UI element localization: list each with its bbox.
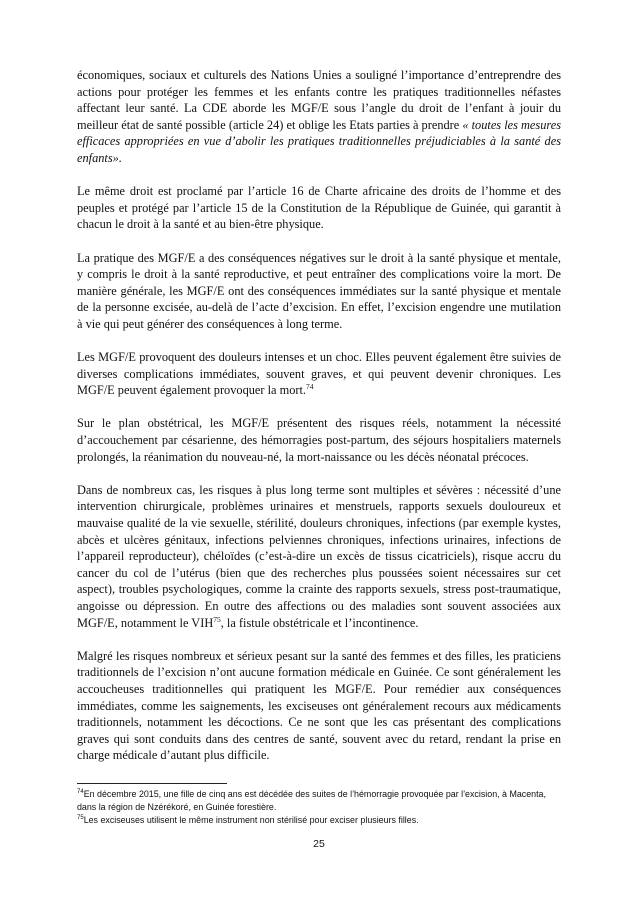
paragraph-1	[77, 67, 561, 167]
paragraph-2: Le même droit est proclamé par l’article 16 de Charte africaine des droits de l’homme et des peuples et protégé par l’article 15 de la Constitution de la République de Guinée, qui garantit à chacun le droit à la santé et au bien-être physique.	[77, 184, 561, 232]
paragraph-4	[77, 349, 561, 399]
quoted-article: « toutes les mesures efficaces appropriées en vue d’abolir les pratiques traditionnelles préjudiciables à la santé des enfants».	[77, 117, 562, 165]
footnote-74	[77, 788, 561, 814]
page-number: 25	[313, 838, 325, 850]
paragraph-1-text: économiques, sociaux et culturels des Nations Unies a souligné l’importance d’entreprendre des actions pour protéger les femmes et les enfants contre les pratiques traditionnelles néfastes affectant leur santé. La CDE aborde les MGF/E sous l’angle du droit de l’enfant à jouir du meilleur état de santé possible (article 24) et oblige les Etats parties à prendre	[77, 68, 561, 132]
paragraph-6-text: Dans de nombreux cas, les risques à plus long terme sont multiples et sévères : nécessité d’une intervention chirurgicale, problèmes urinaires et menstruels, rapports sexuels douloureux et mauvaise qualité de la vie sexuelle, stérilité, douleurs chroniques, infections (par exemple kystes, abcès et ulcères génitaux, infections pelviennes chroniques, infections urinaires, infections de l’appareil reproducteur), chéloïdes (c’est-à-dire un excès de tissus cicatriciels), risque accru du cancer du col de l’utérus (bien que des recherches plus poussées soient nécessaires sur cet aspect), troubles psychologiques, comme la crainte des rapports sexuels, stress post-traumatique, angoisse ou dépression. En outre des affections ou des maladies sont souvent associées aux MGF/E, notamment le VIH	[77, 482, 561, 630]
footnote-text: Les exciseuses utilisent le même instrument non stérilisé pour exciser plusieurs filles.	[83, 815, 419, 825]
paragraph-4-text: Les MGF/E provoquent des douleurs intenses et un choc. Elles peuvent également être suivies de diverses complications immédiates, souvent graves, et qui peuvent devenir chroniques. Les MGF/E peuvent également provoquer la mort.	[77, 350, 561, 398]
footnote-75	[77, 814, 561, 827]
footnote-ref-74[interactable]: 74	[306, 382, 314, 392]
footnote-ref-75[interactable]: 75	[213, 614, 221, 624]
paragraph-7: Malgré les risques nombreux et sérieux pesant sur la santé des femmes et des filles, les praticiens traditionnels de l’excision n’ont aucune formation médicale en Guinée. Ce sont généralement les accoucheuses traditionnelles qui pratiquent les MGF/E. Pour remédier aux conséquences immédiates, comme les saignements, les exciseuses ont généralement recours aux médicaments traditionnels, notamment les décoctions. Ce ne sont que les cas présentant des complications graves qui sont conduits dans des centres de santé, souvent avec du retard, rendant la prise en charge médicale d’autant plus difficile.	[77, 648, 561, 763]
paragraph-3: La pratique des MGF/E a des conséquences négatives sur le droit à la santé physique et mentale, y compris le droit à la santé reproductive, et peut entraîner des complications voire la mort. De manière générale, les MGF/E ont des conséquences immédiates sur la santé physique et mentale de la personne excisée, au-delà de l’acte d’excision. En effet, l’excision engendre une mutilation à vie qui peut générer des conséquences à long terme.	[77, 250, 561, 331]
paragraph-5: Sur le plan obstétrical, les MGF/E présentent des risques réels, notamment la nécessité d’accouchement par césarienne, des hémorragies post-partum, des séjours hospitaliers maternels prolongés, la réanimation du nouveau-né, la mort-naissance ou les décès néonatal précoces.	[77, 416, 561, 464]
paragraph-6	[77, 482, 561, 631]
paragraph-6-text-end: , la fistule obstétricale et l’incontinence.	[220, 615, 419, 630]
body-text	[77, 67, 561, 764]
footnote-number: 75	[77, 815, 84, 822]
footnote-number: 74	[77, 789, 84, 796]
footnote-text: En décembre 2015, une fille de cinq ans est décédée des suites de l’hémorragie provoquée par l’excision, à Macenta, dans la région de Nzérékoré, en Guinée forestière.	[77, 789, 546, 812]
footnotes	[77, 788, 561, 827]
footnote-separator	[77, 783, 227, 784]
